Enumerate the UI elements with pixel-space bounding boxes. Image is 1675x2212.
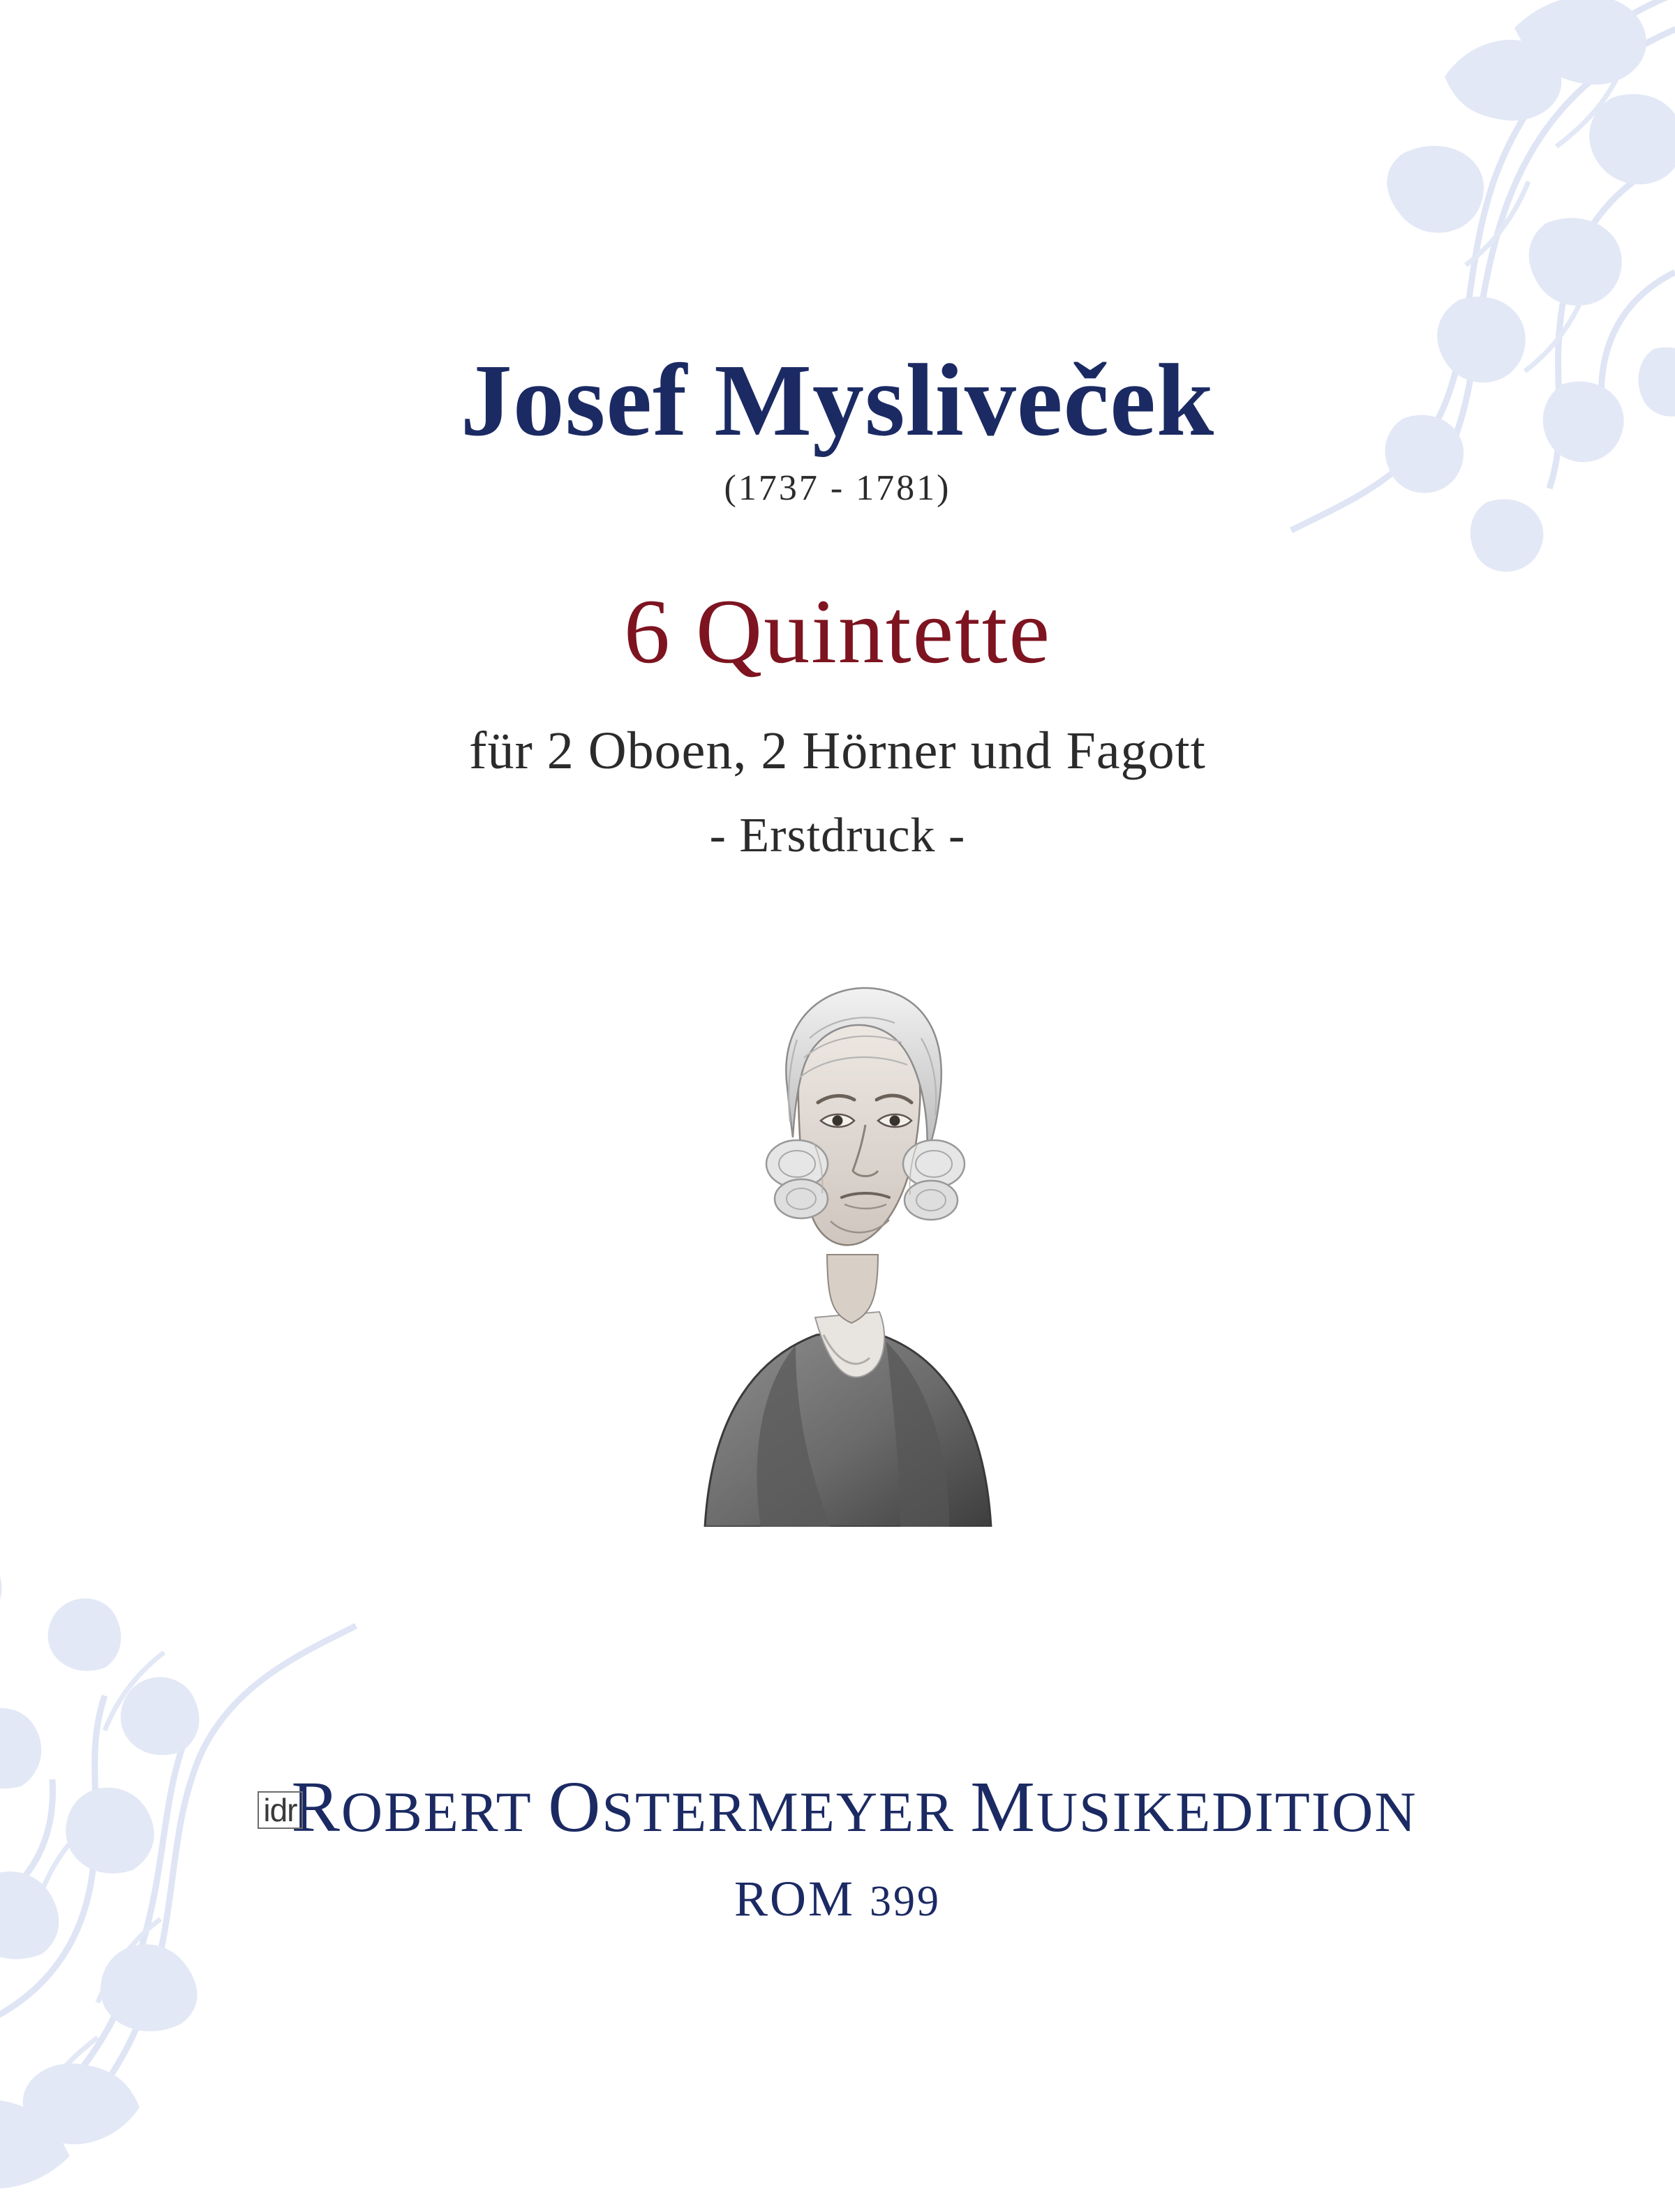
work-title: 6 Quintette [623,580,1052,682]
composer-portrait [621,955,1054,1527]
publisher-name-rest-ostermeyer: STERMEYER [602,1780,955,1844]
catalog-prefix: ROM [734,1871,856,1927]
publisher-name-cap-m: M [970,1767,1036,1847]
publisher-name-cap-o: O [548,1767,602,1847]
composer-lifespan: (1737 - 1781) [724,468,951,508]
edition-note: - Erstdruck - [709,809,966,862]
instrumentation-line: für 2 Oboen, 2 Hörner und Fagott [469,722,1206,780]
publisher-name [292,1765,1417,1848]
composer-name: Josef Mysliveček [460,343,1215,458]
catalog-digits: 399 [870,1878,941,1925]
publisher-name-cap-r: R [291,1767,341,1847]
publisher-name-rest-musikedition: USIKEDITION [1036,1780,1417,1844]
publisher-logo-icon: idr [258,1791,302,1829]
publisher-name-rest-robert: OBERT [341,1780,533,1844]
publisher-block [0,1765,1675,1848]
catalog-number [0,1870,1675,1928]
